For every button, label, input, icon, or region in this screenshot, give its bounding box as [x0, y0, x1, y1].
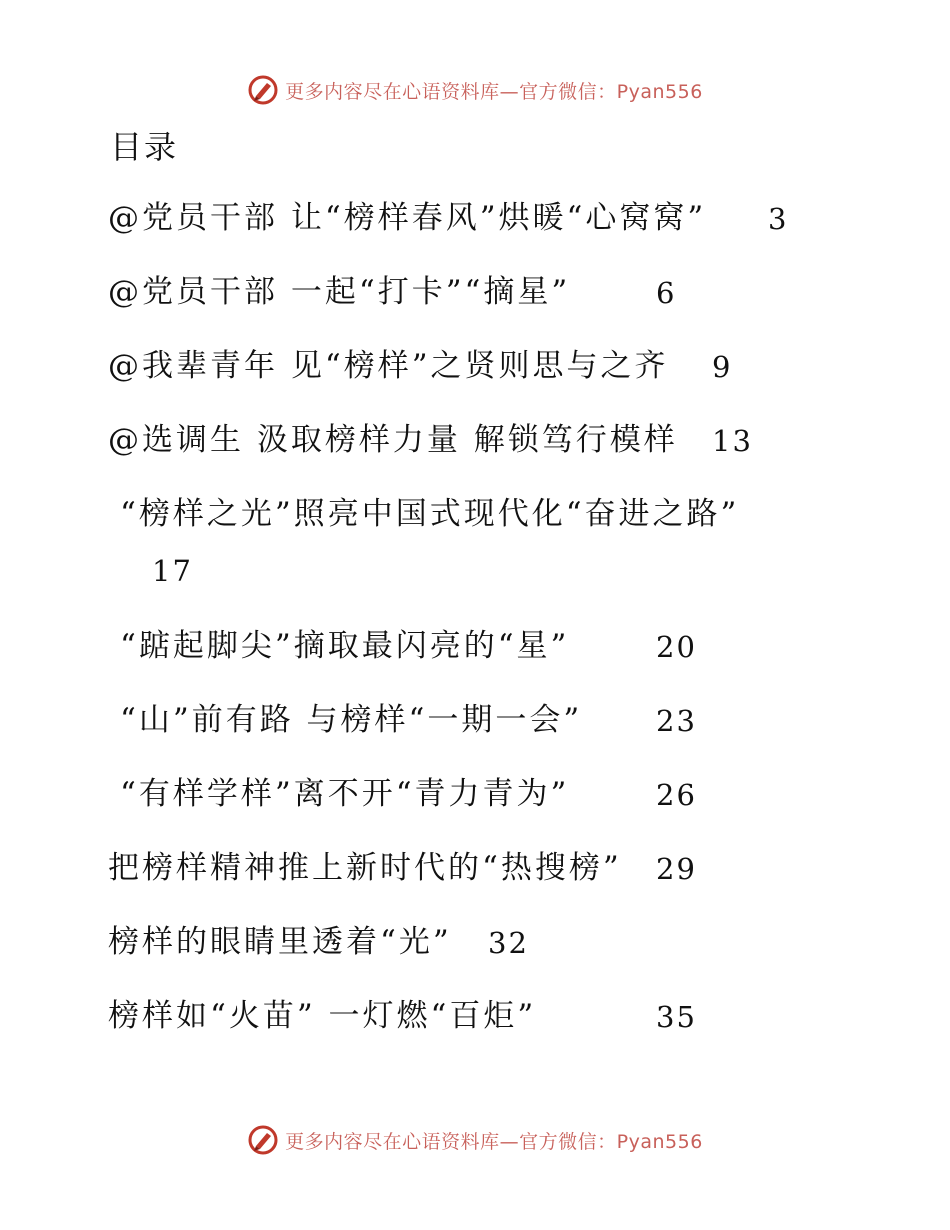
toc-entry-page: 6 — [656, 276, 677, 310]
toc-entry-page: 13 — [712, 424, 753, 458]
watermark-text: 更多内容尽在心语资料库—官方微信：Pyan556 — [285, 1130, 703, 1153]
toc-entry-title: @党员干部 一起“打卡”“摘星” — [108, 274, 571, 310]
toc-entry-title: @选调生 汲取榜样力量 解锁笃行模样 — [108, 422, 678, 458]
toc-entry-title: “踮起脚尖”摘取最闪亮的“星” — [120, 628, 570, 664]
toc-entry-page: 29 — [656, 852, 697, 886]
toc-entry-page: 26 — [656, 778, 697, 812]
page-title: 目录 — [110, 128, 179, 166]
toc-entry-title: 榜样如“火苗” 一灯燃“百炬” — [108, 998, 537, 1034]
toc-entry-page: 3 — [768, 202, 789, 236]
pen-logo-icon — [247, 1124, 279, 1156]
toc-entry-page: 35 — [656, 1000, 697, 1034]
toc-entry-title: @我辈青年 见“榜样”之贤则思与之齐 — [108, 348, 669, 384]
toc-entry-title: “山”前有路 与榜样“一期一会” — [120, 702, 583, 738]
toc-entry-page: 9 — [712, 350, 733, 384]
watermark-text: 更多内容尽在心语资料库—官方微信：Pyan556 — [285, 80, 703, 103]
footer-watermark — [0, 1120, 950, 1160]
toc-entry-title: “有样学样”离不开“青力青为” — [120, 776, 570, 812]
toc-entry-page: 32 — [488, 926, 529, 960]
toc-entry-title: 把榜样精神推上新时代的“热搜榜” — [108, 850, 622, 886]
toc-entry-page: 17 — [152, 554, 193, 588]
toc-entry-page: 20 — [656, 630, 697, 664]
toc-entry-title: “榜样之光”照亮中国式现代化“奋进之路” — [120, 496, 740, 532]
toc-entry-title: @党员干部 让“榜样春风”烘暖“心窝窝” — [108, 200, 707, 236]
toc-entry-page: 23 — [656, 704, 697, 738]
toc-entry-title: 榜样的眼睛里透着“光” — [108, 924, 452, 960]
